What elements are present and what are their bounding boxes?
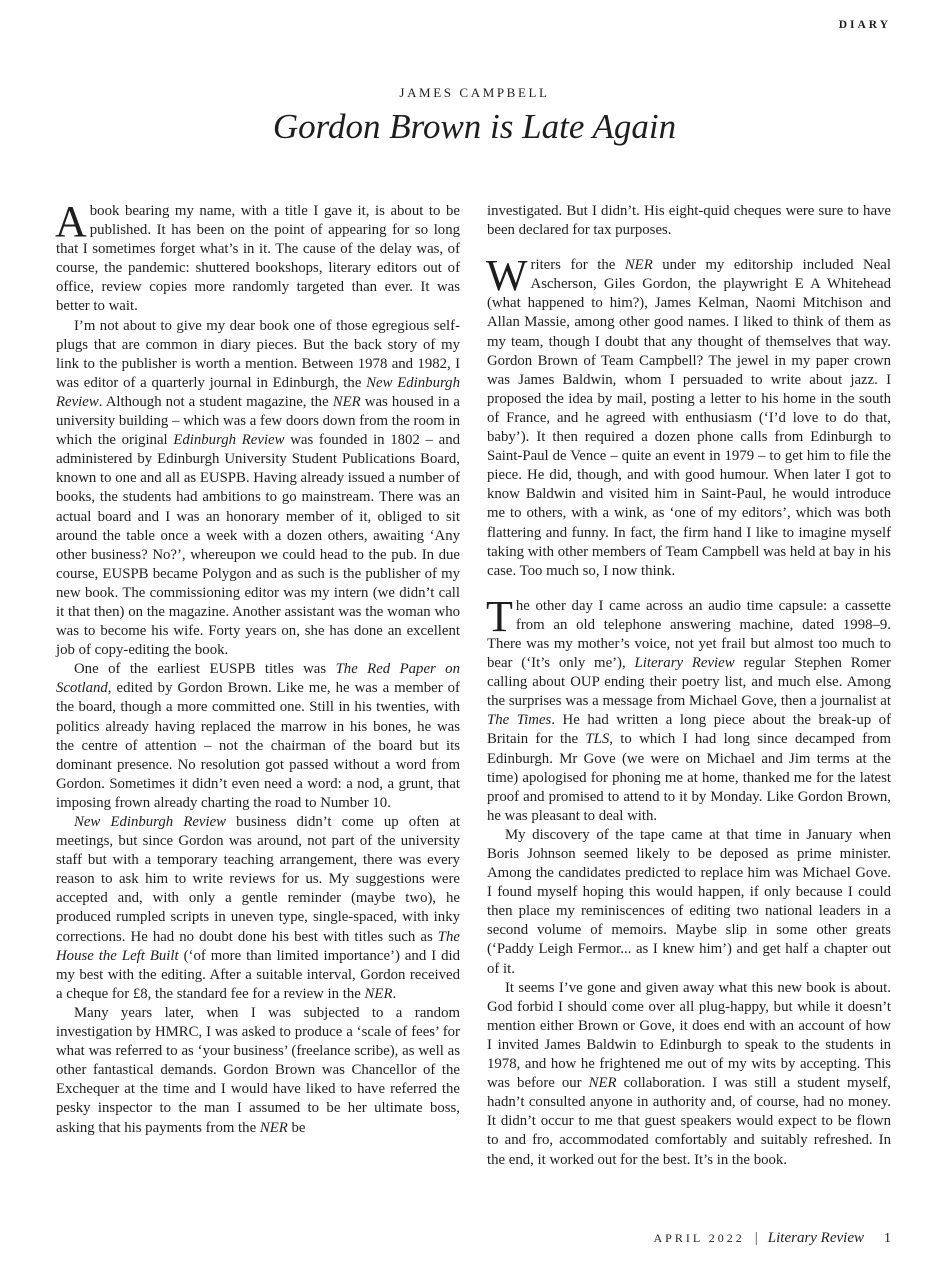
italic-title: New Edinburgh Review	[56, 374, 460, 410]
italic-title: NER	[259, 1119, 288, 1136]
paragraph	[56, 317, 460, 661]
paragraph	[56, 660, 460, 813]
paragraph	[487, 202, 891, 240]
text-run: . Although not a student magazine, the	[98, 393, 333, 410]
text-run: , to which I had long since decamped from Edinburgh. Mr Gove (we were on Michael and Jim terms at the time) apologised for phoning me at home, thanked me for the latest proof and promised to attend to it by Monday. Like Gordon Brown, he was pleasant to deal with.	[487, 731, 892, 824]
footer-separator: |	[754, 1230, 758, 1246]
article-title: Gordon Brown is Late Again	[272, 107, 677, 146]
text-run: investigated. But I didn’t. His eight-quid cheques were sure to have been declared for tax purposes.	[487, 203, 891, 239]
text-run: he other day I came across an audio time capsule: a cassette from an old telephone answering machine, dated 1998–9. There was my mother’s voice, not yet frail but almost too much to bear (‘It’s only me’),	[487, 597, 891, 672]
text-run: be	[287, 1119, 306, 1136]
italic-title: NER	[332, 393, 361, 410]
page-footer	[654, 1230, 891, 1247]
italic-title: New Edinburgh Review	[74, 814, 227, 830]
italic-title: NER	[364, 985, 393, 1002]
text-run: I’m not about to give my dear book one of those egregious self-plugs that are common in diary pieces. But the back story of my link to the publisher is worth a mention. Between 1978 and 1982, I was editor of a quarterly journal in Edinburgh, the	[56, 317, 460, 391]
page-number: 1	[884, 1231, 891, 1246]
paragraph	[486, 251, 891, 581]
section-label: DIARY	[838, 19, 891, 31]
text-run: My discovery of the tape came at that time in January when Boris Johnson seemed likely to be deposed as prime minister. Among the candidates predicted to replace him was Michael Gove. I found myself hoping this would happen, if only because I could then place my reminiscences of editing two national leaders in a second volume of memoirs. Maybe slip in some other greats (‘Paddy Leigh Fermor... as I knew him’) and get half a chapter out of it.	[487, 826, 891, 977]
issue-date: APRIL 2022	[653, 1231, 745, 1245]
paragraph	[487, 826, 891, 979]
italic-title: TLS	[585, 731, 610, 748]
text-run: was housed in a university building – which was a few doors down from the room in which the original	[56, 393, 460, 449]
right-column	[487, 202, 891, 1170]
paragraph	[486, 591, 892, 826]
drop-cap: A	[55, 197, 87, 246]
text-run: business didn’t come up often at meetings, but since Gordon was around, not part of the university staff but with a temporary teaching arrangement, there was every reason to ask him to write reviews for us. My suggestions were accepted and, with only a gentle reminder (maybe two), he produced rumpled scripts in uneven type, single-spaced, with inky corrections. He had no doubt done his best with titles such as	[56, 814, 460, 945]
text-run: , edited by Gordon Brown. Like me, he was a member of the board, though a more committed one. Still in his twenties, with politics already having replaced the marrow in his bones, he was the centre of attention – not the chairman of the board but its dominant presence. No resolution got passed without a word from Gordon. Sometimes it didn’t even need a word: a nod, a grunt, that imposing frown already charting the road to Number 10.	[56, 680, 460, 811]
italic-title: NER	[588, 1075, 617, 1092]
italic-title: NER	[624, 257, 653, 274]
text-run: . He had written a long piece about the break-up of Britain for the	[487, 712, 892, 748]
text-run: was founded in 1802 – and administered by Edinburgh University Student Publications Board, known to one and all as EUSPB. Having already issued a number of books, the students had ambitions to go mainstream. There was an actual board and I was an honorary member of it, obliged to sit around the table once a week with a dozen others, awaiting ‘Any other business? No?’, whereupon we could head to the pub. In due course, EUSPB became Polygon and as such is the publisher of my new book. The commissioning editor was my intern (we didn’t call it that then) on the magazine. Another assistant was the woman who was to become his wife. Forty years on, she has done an excellent job of copy-editing the book.	[56, 432, 460, 659]
text-run: riters for the	[530, 257, 625, 274]
text-run: .	[392, 985, 397, 1002]
text-run: collaboration. I was still a student myself, hadn’t consulted anyone in authority and, of course, had no money. It didn’t occur to me that guest speakers would expect to be flown to and fro, accommodated comfortably and suitably refreshed. In the end, it worked out for the best. It’s in the book.	[487, 1075, 891, 1168]
left-column	[55, 197, 460, 1138]
text-run: Many years later, when I was subjected to a random investigation by HMRC, I was asked to produce a ‘scale of fees’ for what was referred to as ‘your business’ (freelance scribe), as well as other fantastical demands. Gordon Brown was Chancellor of the Exchequer at the time and I would have liked to have referred the pesky inspector to the man I assumed to be her ultimate boss, asking that his payments from the	[56, 1004, 460, 1136]
text-run: One of the earliest EUSPB titles was	[74, 661, 336, 678]
italic-title: Literary Review	[634, 655, 735, 672]
paragraph	[55, 197, 460, 317]
drop-cap: W	[486, 251, 528, 301]
text-run: under my editorship included Neal Ascherson, Giles Gordon, the playwright E A Whitehead (what happened to him?), James Kelman, Naomi Mitchison and Allan Massie, among other good names. I liked to think of them as my team, though I doubt that any thought of themselves that way. Gordon Brown of Team Campbell? The jewel in my paper crown was James Baldwin, whom I persuaded to write about jazz. I proposed the idea by mail, posting a letter to his home in the south of France, and he agreed with enthusiasm (‘I’d love to do that, baby’). It then required a dozen phone calls from Edinburgh to Saint-Paul de Vence – quite an event in 1979 – to get him to file the piece. He did, though, and with good humour. When later I got to know Baldwin and visited him in Saint-Paul, he would introduce me to others, with a wink, as ‘one of my editors’, which was both flattering and funny. In fact, the firm hand I like to imagine myself taking with other members of Team Campbell was held at bay in his case. Too much so, I now think.	[487, 257, 891, 579]
italic-title: The Times	[487, 712, 552, 729]
text-run: It seems I’ve gone and given away what this new book is about. God forbid I should come over all plug-happy, but while it doesn’t mention either Brown or Gove, it does end with an account of how I invited James Baldwin to Edinburgh to speak to the students in 1978, and how he frightened me out of my wits by accepting. This was before our	[487, 979, 891, 1092]
paragraph	[56, 813, 460, 1004]
drop-cap: T	[486, 591, 513, 641]
italic-title: Edinburgh Review	[173, 432, 285, 449]
text-run: (‘of more than limited importance’) and I did my best with the editing. After a suitable interval, Gordon received a cheque for £8, the standard fee for a review in the	[56, 947, 460, 1002]
paragraph	[56, 1004, 460, 1138]
text-run: regular Stephen Romer calling about OUP ending their poetry list, and much else. Among the surprises was a message from Michael Gove, then a journalist at	[487, 655, 891, 710]
italic-title: The Red Paper on Scotland	[56, 661, 460, 697]
text-run: book bearing my name, with a title I gave it, is about to be published. It has been on the point of appearing for so long that I sometimes forget what’s in it. The cause of the delay was, of course, the pandemic: shuttered bookshops, literary editors out of office, review copies more randomly targeted than ever. It was better to wait.	[56, 203, 460, 315]
italic-title: The House the Left Built	[56, 928, 460, 964]
publication-name: Literary Review	[767, 1230, 864, 1246]
paragraph	[487, 979, 891, 1170]
author-byline: JAMES CAMPBELL	[399, 85, 550, 100]
